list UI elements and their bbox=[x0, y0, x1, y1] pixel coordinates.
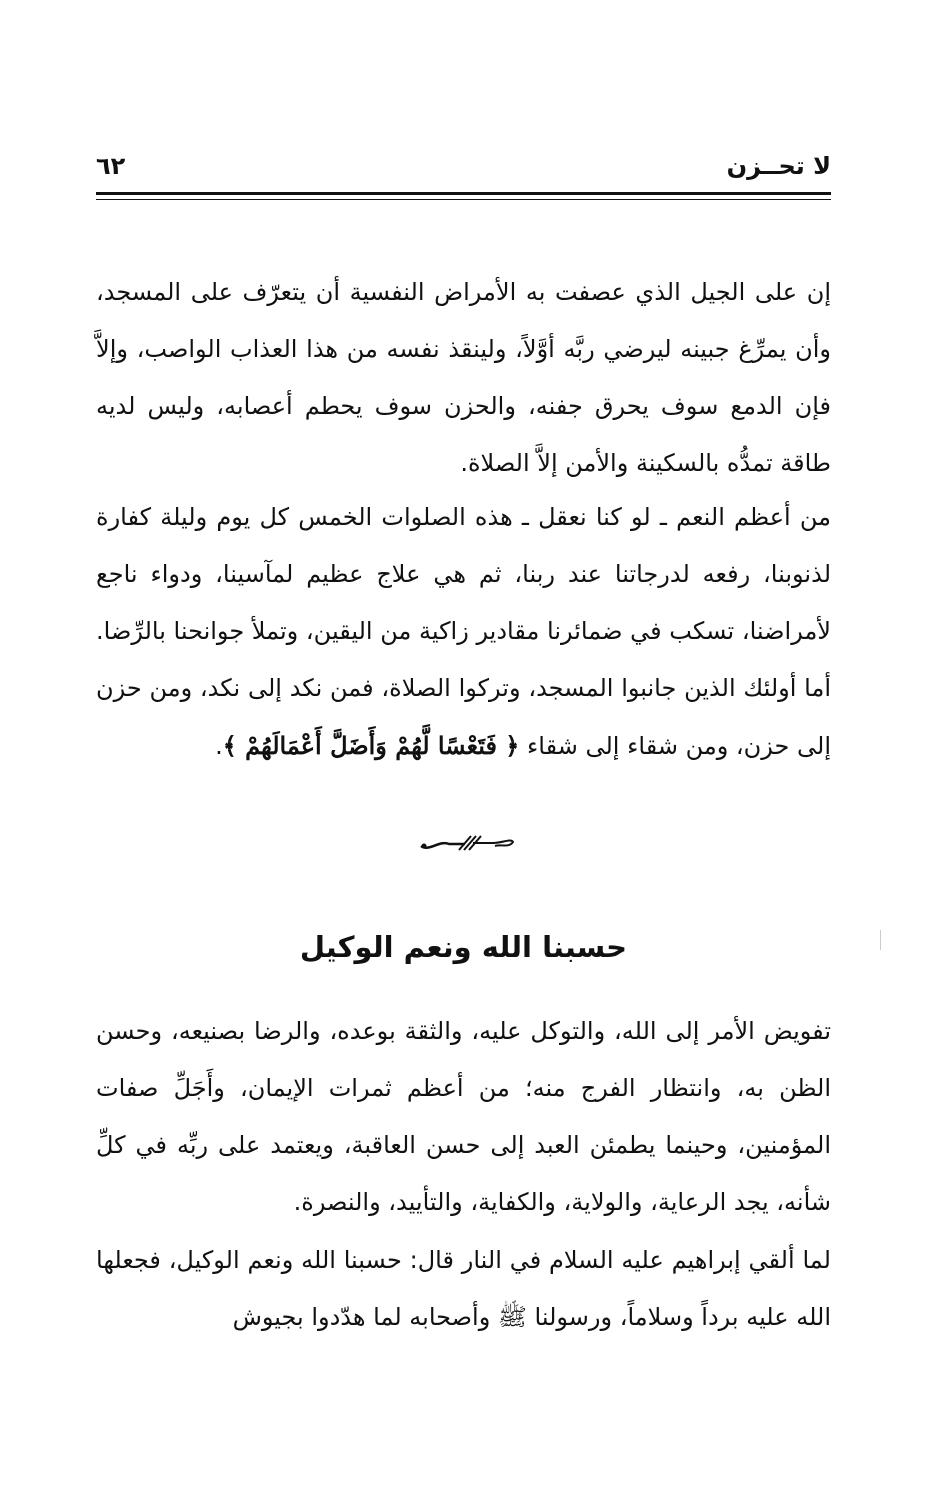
paragraph-mosque: إن على الجيل الذي عصفت به الأمراض النفسية أن يتعرّف على المسجد، وأن يمرِّغ جبينه ليرضي ربَّه أوَّلاً، ولينقذ نفسه من هذا العذاب الواصب، وإلاَّ فإن الدمع سوف يحرق جفنه، والحزن سوف يحطم أعصابه، وليس لديه طاقة تمدُّه بالسكينة والأمن إلاَّ الصلاة. bbox=[96, 278, 831, 477]
paragraph-prayers bbox=[96, 489, 831, 775]
section-title: حسبنا الله ونعم الوكيل bbox=[299, 930, 628, 964]
ornament-divider bbox=[0, 832, 933, 858]
quote-end: . bbox=[215, 732, 223, 760]
header-rule-thick bbox=[96, 192, 831, 195]
page-header bbox=[96, 152, 831, 192]
paragraph-trust: تفويض الأمر إلى الله، والتوكل عليه، والثقة بوعده، والرضا بصنيعه، وحسن الظن به، وانتظار الفرج منه؛ من أعظم ثمرات الإيمان، وأَجَلِّ صفات المؤمنين، وحينما يطمئن العبد إلى حسن العاقبة، ويعتمد على ربِّه في كلِّ شأنه، يجد الرعاية، والولاية، والكفاية، والتأييد، والنصرة. bbox=[96, 1017, 831, 1216]
paragraph-prayers-text: من أعظم النعم ـ لو كنا نعقل ـ هذه الصلوات الخمس كل يوم وليلة كفارة لذنوبنا، رفعه لدرجاتنا عند ربنا، ثم هي علاج عظيم لمآسينا، ودواء ناجع لأمراضنا، تسكب في ضمائرنا مقادير زاكية من اليقين، وتملأ جوانحنا بالرِّضا. أما أولئك الذين جانبوا المسجد، وتركوا الصلاة، فمن نكد إلى نكد، ومن حزن إلى حزن، ومن شقاء إلى شقاء bbox=[96, 503, 831, 760]
ornament-divider-icon bbox=[417, 832, 517, 854]
running-title: لا تحــزن bbox=[726, 152, 831, 180]
scan-margin-mark bbox=[880, 930, 881, 950]
paragraph-ibrahim: لما ألقي إبراهيم عليه السلام في النار قال: حسبنا الله ونعم الوكيل، فجعلها الله عليه برداً وسلاماً، ورسولنا ﷺ وأصحابه لما هدّدوا بجيوش bbox=[96, 1246, 831, 1331]
quran-quote: ﴿ فَتَعْسًا لَّهُمْ وَأَضَلَّ أَعْمَالَهُمْ ﴾ bbox=[222, 731, 520, 760]
header-rule-thin bbox=[96, 199, 831, 200]
page-number: ٦٢ bbox=[96, 152, 126, 180]
